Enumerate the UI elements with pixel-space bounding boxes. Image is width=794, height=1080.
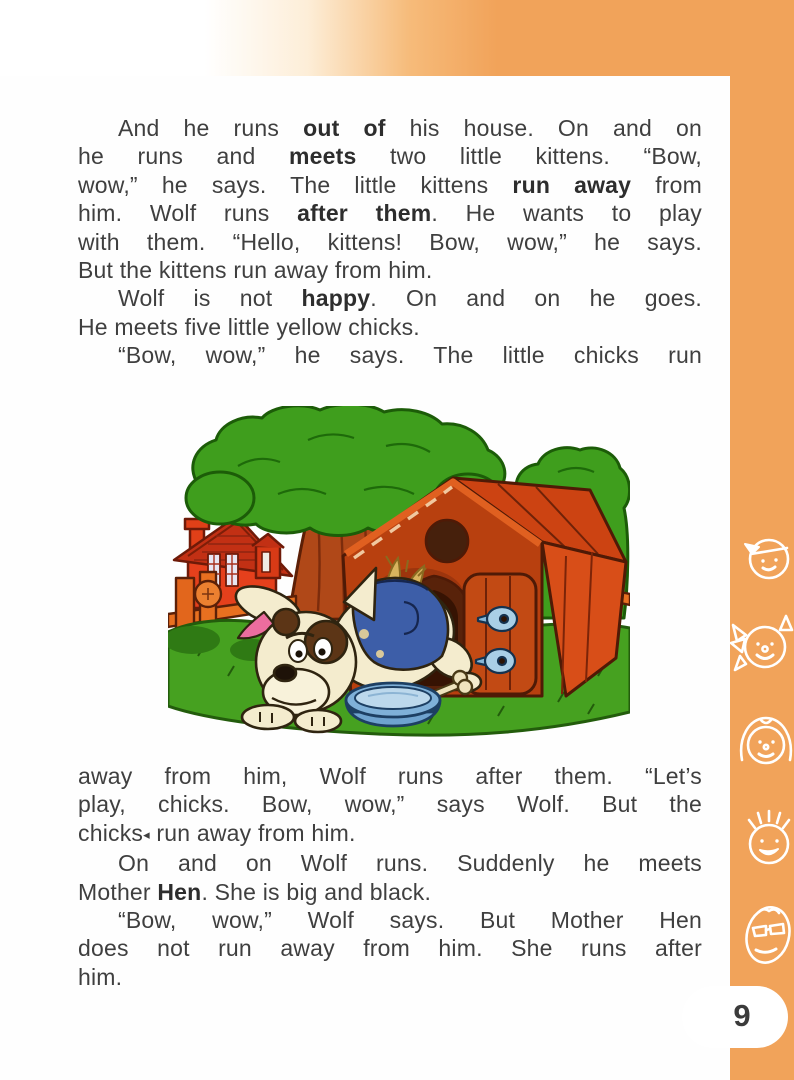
story-line bbox=[78, 762, 702, 790]
girl-bows-face-icon bbox=[728, 612, 794, 678]
text-segment: chicks bbox=[78, 819, 144, 846]
story-paragraph bbox=[78, 284, 702, 341]
story-paragraph bbox=[78, 114, 702, 284]
bold-word: happy bbox=[301, 285, 371, 312]
text-segment: with them. “Hello, kittens! Bow, wow,” he says. bbox=[78, 228, 702, 255]
text-segment: him. bbox=[78, 963, 123, 990]
bold-word: run away bbox=[512, 171, 632, 198]
story-line bbox=[78, 313, 702, 341]
story-text-above-image bbox=[78, 114, 702, 370]
story-paragraph bbox=[78, 906, 702, 991]
story-line bbox=[78, 199, 702, 227]
story-paragraph bbox=[78, 762, 702, 849]
text-segment: But the kittens run away from him. bbox=[78, 257, 433, 284]
story-line bbox=[78, 849, 702, 877]
water-bowl bbox=[346, 683, 440, 726]
text-segment: from bbox=[631, 171, 702, 198]
text-segment: . She is big and black. bbox=[201, 878, 432, 905]
story-line bbox=[78, 790, 702, 818]
story-line bbox=[78, 256, 702, 284]
boy-spiky-face-icon bbox=[745, 808, 793, 866]
story-line bbox=[78, 284, 702, 312]
bold-word: out of bbox=[303, 115, 386, 141]
page-number: 9 bbox=[733, 998, 751, 1033]
story-line bbox=[78, 114, 702, 142]
text-segment: On and on Wolf runs. Suddenly he meets bbox=[118, 850, 702, 877]
story-line bbox=[78, 171, 702, 199]
text-segment: Mother bbox=[78, 878, 158, 905]
story-line bbox=[78, 934, 702, 962]
text-segment: “Bow, wow,” he says. The little chicks run bbox=[118, 342, 702, 369]
bold-word: after them bbox=[297, 200, 432, 227]
story-line bbox=[78, 963, 702, 991]
text-segment: Wolf is not bbox=[118, 285, 302, 312]
bold-word: Hen bbox=[157, 878, 202, 905]
text-segment: . He wants to play bbox=[431, 200, 702, 227]
print-mark: ◂ bbox=[143, 826, 150, 842]
story-line bbox=[78, 878, 702, 906]
illustration-svg bbox=[168, 406, 630, 738]
text-segment: He meets five little yellow chicks. bbox=[78, 313, 420, 340]
story-text-below-image bbox=[78, 762, 702, 991]
woman-bob-face-icon bbox=[737, 714, 794, 774]
text-segment: And he runs bbox=[118, 115, 304, 141]
story-line bbox=[78, 906, 702, 934]
story-line bbox=[78, 819, 702, 849]
story-paragraph bbox=[78, 849, 702, 906]
bold-word: meets bbox=[289, 143, 357, 170]
text-segment: away from him, Wolf runs after them. “Let’s bbox=[78, 763, 702, 789]
story-line bbox=[78, 228, 702, 256]
text-segment: two little kittens. “Bow, bbox=[356, 143, 702, 170]
text-segment: . On and on he goes. bbox=[370, 285, 702, 312]
story-paragraph bbox=[78, 341, 702, 369]
top-orange-gradient-band bbox=[0, 0, 731, 76]
text-segment: does not run away from him. She runs after bbox=[78, 935, 702, 962]
story-line bbox=[78, 341, 702, 369]
story-illustration bbox=[168, 406, 630, 738]
boy-beret-face-icon bbox=[742, 534, 792, 582]
man-glasses-face-icon bbox=[741, 900, 794, 970]
text-segment: him. Wolf runs bbox=[78, 200, 298, 227]
text-segment: he runs and bbox=[78, 143, 290, 170]
text-segment: wow,” he says. The little kittens bbox=[78, 171, 513, 198]
text-segment: “Bow, wow,” Wolf says. But Mother Hen bbox=[118, 907, 702, 934]
text-segment: run away from him. bbox=[149, 819, 356, 846]
text-segment: his house. On and on bbox=[385, 115, 703, 141]
story-line bbox=[78, 142, 702, 170]
text-segment: play, chicks. Bow, wow,” says Wolf. But the bbox=[78, 791, 702, 818]
